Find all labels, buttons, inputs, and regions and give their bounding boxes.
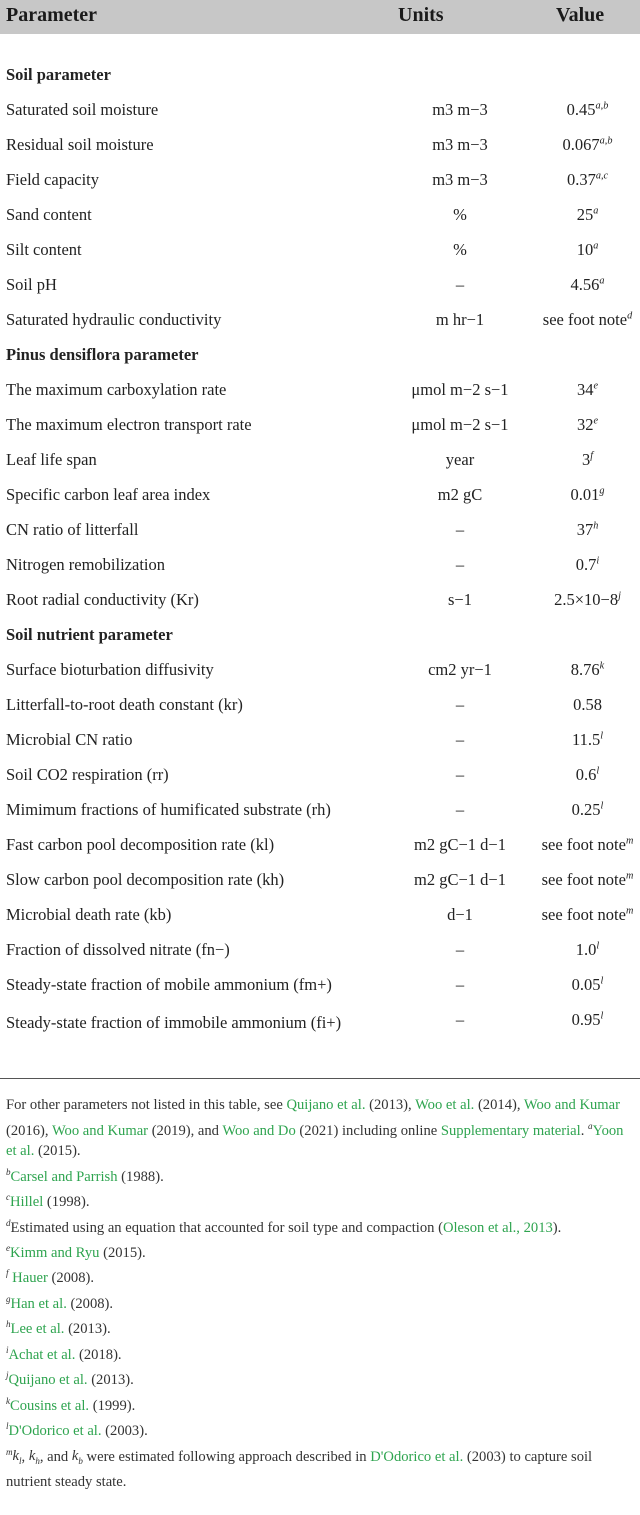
- parameter-table: [0, 60, 640, 1067]
- value-cell: $2.5\times 10-8^j$: [554, 590, 621, 609]
- table-row: [0, 515, 640, 550]
- footnote-marker: l: [600, 1010, 604, 1022]
- header-parameter: Parameter: [6, 4, 98, 26]
- parameter-cell: Slow carbon pool decomposition rate (kh): [6, 870, 285, 889]
- parameter-cell: Nitrogen remobilization: [6, 555, 165, 574]
- parameter-cell: Steady-state fraction of mobile ammonium (fm+): [6, 975, 332, 994]
- footnote-c: $^c$Hillel (1998).: [6, 1192, 90, 1210]
- footnote-marker: j: [618, 590, 621, 602]
- parameter-cell: Root radial conductivity (Kr): [6, 590, 199, 609]
- table-row: [0, 865, 640, 900]
- footnote-l: $^l$D'Odorico et al. (2003).: [6, 1421, 148, 1440]
- value-cell: 0.58: [573, 695, 602, 714]
- value-cell: 0.067$^{a,b}$: [562, 135, 613, 154]
- value-cell: 10$^a$: [576, 240, 599, 259]
- value-cell: 3$^f$: [581, 450, 594, 469]
- table-row: [0, 795, 640, 830]
- parameter-cell: Residual soil moisture: [6, 135, 154, 154]
- parameter-cell: Fraction of dissolved nitrate (fn−): [6, 940, 230, 959]
- table-row: [0, 760, 640, 795]
- footnote-marker: l: [600, 975, 604, 987]
- parameter-cell: Surface bioturbation diffusivity: [6, 660, 214, 679]
- footnote-d: $^d$Estimated using an equation that accounted for soil type and compaction (Oleson et al., 2013).: [6, 1217, 562, 1236]
- value-cell: 8.76$^k$: [570, 660, 605, 679]
- units-cell: %: [453, 205, 467, 224]
- units-cell: m2 gC−1 d−1: [414, 835, 506, 854]
- parameter-cell: Leaf life span: [6, 450, 97, 469]
- footnote-g: $^g$Han et al. (2008).: [6, 1293, 114, 1312]
- units-cell: m2 gC−1 d−1: [414, 870, 506, 889]
- parameter-cell: Sand content: [6, 205, 92, 224]
- value-cell: 25$^a$: [576, 205, 599, 224]
- table-row: [0, 585, 640, 620]
- footnote-marker: a: [593, 205, 599, 217]
- table-row: [0, 235, 640, 270]
- footnote-h: $^h$Lee et al. (2013).: [6, 1319, 111, 1338]
- footnote-intro: For other parameters not listed in this table, see Quijano et al. (2013), Woo et al. (2014), Woo and Kumar (2016), Woo and Kumar (2019), and Woo and Do (2021) including online Supplementary material. $^a$Yoon et al. (2015).: [6, 1097, 624, 1160]
- parameter-cell: Soil nutrient parameter: [6, 625, 173, 644]
- value-cell: see foot note$^m$: [541, 835, 634, 854]
- parameter-cell: Soil parameter: [6, 65, 111, 84]
- units-cell: –: [455, 555, 465, 574]
- value-cell: see foot note$^m$: [541, 870, 634, 889]
- table-row: [0, 655, 640, 690]
- units-cell: –: [455, 765, 465, 784]
- units-cell: –: [455, 975, 465, 994]
- footnote-marker: m: [625, 835, 634, 847]
- parameter-cell: Soil CO2 respiration (rr): [6, 765, 169, 784]
- table-row: [0, 270, 640, 305]
- section-heading-row: [0, 340, 640, 375]
- units-cell: –: [455, 275, 465, 294]
- units-cell: m hr−1: [435, 310, 485, 329]
- units-cell: year: [445, 450, 475, 469]
- parameter-cell: Pinus densiflora parameter: [6, 345, 199, 364]
- units-cell: m3 m−3: [432, 170, 488, 189]
- footnote-marker: a: [593, 240, 599, 252]
- table-row: [0, 200, 640, 235]
- parameter-cell: Steady-state fraction of immobile ammonium (fi+): [6, 1013, 342, 1032]
- footnote-j: $^j$Quijano et al. (2013).: [6, 1370, 134, 1389]
- units-cell: m2 gC: [437, 485, 483, 504]
- footnote-marker: m: [625, 870, 634, 882]
- footnote-m: $^mk_l$, $k_h$, and $k_b$ were estimated following approach described in D'Odorico et al. (2003) to capture soil nutrient steady state.: [6, 1446, 593, 1490]
- parameter-cell: The maximum carboxylation rate: [6, 380, 227, 399]
- value-cell: 0.6$^l$: [575, 765, 600, 784]
- units-cell: cm2 yr−1: [428, 660, 492, 679]
- value-cell: 0.95$^l$: [571, 1010, 604, 1029]
- table-row: [0, 725, 640, 760]
- units-cell: –: [455, 520, 465, 539]
- table-row: [0, 690, 640, 725]
- parameter-cell: CN ratio of litterfall: [6, 520, 139, 539]
- value-cell: see foot note$^m$: [541, 905, 634, 924]
- parameter-cell: The maximum electron transport rate: [6, 415, 252, 434]
- table-row: [0, 830, 640, 865]
- table-row: [0, 970, 640, 1005]
- value-cell: 11.5$^l$: [571, 730, 604, 749]
- footnote-marker: e: [593, 380, 599, 392]
- table-row: [0, 900, 640, 935]
- table-row: [0, 445, 640, 480]
- parameter-cell: Soil pH: [6, 275, 57, 294]
- units-cell: μmol m−2 s−1: [411, 415, 509, 434]
- value-cell: 0.05$^l$: [571, 975, 604, 994]
- footnote-marker: f: [590, 450, 594, 462]
- table-row: [0, 130, 640, 165]
- footnote-marker: i: [596, 555, 600, 567]
- parameter-cell: Specific carbon leaf area index: [6, 485, 211, 504]
- footnote-marker: l: [596, 940, 600, 952]
- header-value: Value: [556, 4, 605, 26]
- units-cell: s−1: [448, 590, 472, 609]
- footnotes: [6, 1095, 626, 1493]
- parameter-cell: Microbial death rate (kb): [6, 905, 172, 924]
- units-cell: μmol m−2 s−1: [411, 380, 509, 399]
- parameter-cell: Saturated hydraulic conductivity: [6, 310, 222, 329]
- units-cell: m3 m−3: [432, 100, 488, 119]
- value-cell: see foot note$^d$: [542, 310, 633, 329]
- units-cell: –: [455, 940, 465, 959]
- table-bottom-rule: [0, 1078, 640, 1079]
- value-cell: 0.45$^{a,b}$: [566, 100, 609, 119]
- parameter-cell: Field capacity: [6, 170, 100, 189]
- parameter-cell: Fast carbon pool decomposition rate (kl): [6, 835, 275, 854]
- table-row: [0, 305, 640, 340]
- footnote-k: $^k$Cousins et al. (1999).: [6, 1395, 136, 1414]
- units-cell: –: [455, 695, 465, 714]
- value-cell: 0.37$^{a,c}$: [566, 170, 609, 189]
- units-cell: %: [453, 240, 467, 259]
- footnote-marker: a,b: [599, 135, 613, 147]
- footnote-marker: m: [625, 905, 634, 917]
- value-cell: 32e: [576, 415, 599, 434]
- table-row: [0, 95, 640, 130]
- parameter-cell: Mimimum fractions of humificated substrate (rh): [6, 800, 331, 819]
- value-cell: 34e: [576, 380, 599, 399]
- section-heading-row: [0, 60, 640, 95]
- table-row: [0, 550, 640, 585]
- footnote-i: $^i$Achat et al. (2018).: [6, 1344, 122, 1363]
- footnote-marker: g: [599, 485, 605, 497]
- units-cell: –: [455, 730, 465, 749]
- footnote-marker: d: [627, 310, 633, 322]
- footnote-marker: h: [593, 520, 599, 532]
- table-row: [0, 165, 640, 200]
- table-row: [0, 1005, 640, 1067]
- footnote-marker: a,b: [595, 100, 609, 112]
- footnote-marker: l: [596, 765, 600, 777]
- units-cell: –: [455, 800, 465, 819]
- parameter-cell: Microbial CN ratio: [6, 730, 133, 749]
- units-cell: –: [455, 1010, 465, 1029]
- table-row: [0, 480, 640, 515]
- units-cell: d−1: [447, 905, 473, 924]
- footnote-f: $^f$ Hauer (2008).: [6, 1268, 95, 1287]
- footnote-b: $^b$Carsel and Parrish (1988).: [6, 1166, 164, 1185]
- table-row: [0, 375, 640, 410]
- footnote-marker: a,c: [595, 170, 609, 182]
- table-row: [0, 410, 640, 445]
- footnote-marker: l: [600, 800, 604, 812]
- footnote-marker: l: [600, 730, 604, 742]
- value-cell: 0.25$^l$: [571, 800, 604, 819]
- value-cell: 37$^h$: [576, 520, 599, 539]
- table-row: [0, 935, 640, 970]
- value-cell: 1.0$^l$: [575, 940, 600, 959]
- footnote-e: $^e$Kimm and Ryu (2015).: [6, 1243, 146, 1261]
- value-cell: 0.7$^i$: [575, 555, 600, 574]
- parameter-cell: Saturated soil moisture: [6, 100, 159, 119]
- section-heading-row: [0, 620, 640, 655]
- footnote-marker: a: [599, 275, 605, 287]
- table-header: [0, 0, 640, 34]
- value-cell: 0.01$^g$: [570, 485, 605, 504]
- footnote-marker: e: [593, 415, 599, 427]
- header-units: Units: [398, 4, 444, 26]
- footnote-marker: k: [599, 660, 605, 672]
- units-cell: m3 m−3: [432, 135, 488, 154]
- parameter-cell: Litterfall-to-root death constant (kr): [6, 695, 243, 714]
- value-cell: 4.56$^a$: [570, 275, 605, 294]
- parameter-cell: Silt content: [6, 240, 82, 259]
